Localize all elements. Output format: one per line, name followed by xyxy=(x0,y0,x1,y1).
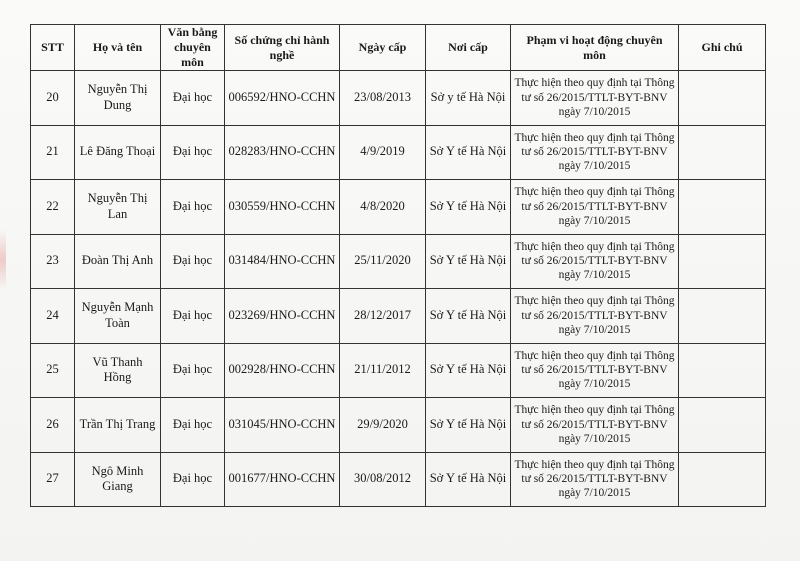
table-row xyxy=(31,343,766,398)
table-row xyxy=(31,398,766,453)
cell-scope: Thực hiện theo quy định tại Thông tư số 26/2015/TTLT-BYT-BNV ngày 7/10/2015 xyxy=(511,452,679,507)
header-stt: STT xyxy=(31,25,75,71)
cell-name: Nguyễn Thị Lan xyxy=(75,180,161,235)
cell-stt: 27 xyxy=(31,452,75,507)
cell-issue-date: 28/12/2017 xyxy=(340,289,426,344)
cell-stt: 26 xyxy=(31,398,75,453)
cell-degree: Đại học xyxy=(161,398,225,453)
header-date: Ngày cấp xyxy=(340,25,426,71)
cell-scope: Thực hiện theo quy định tại Thông tư số 26/2015/TTLT-BYT-BNV ngày 7/10/2015 xyxy=(511,234,679,289)
cell-stt: 23 xyxy=(31,234,75,289)
cell-name: Lê Đăng Thoại xyxy=(75,125,161,180)
cell-issue-date: 23/08/2013 xyxy=(340,71,426,126)
cell-cert-number: 023269/HNO-CCHN xyxy=(225,289,340,344)
header-note: Ghi chú xyxy=(679,25,766,71)
cell-issue-date: 4/9/2019 xyxy=(340,125,426,180)
cell-issue-date: 4/8/2020 xyxy=(340,180,426,235)
header-cert: Số chứng chỉ hành nghề xyxy=(225,25,340,71)
cell-issuing-place: Sở y tế Hà Nội xyxy=(426,71,511,126)
cell-cert-number: 030559/HNO-CCHN xyxy=(225,180,340,235)
cell-stt: 20 xyxy=(31,71,75,126)
cell-stt: 22 xyxy=(31,180,75,235)
cell-issuing-place: Sở Y tế Hà Nội xyxy=(426,343,511,398)
table-header-row xyxy=(31,25,766,71)
header-scope: Phạm vi hoạt động chuyên môn xyxy=(511,25,679,71)
cell-note xyxy=(679,180,766,235)
cell-cert-number: 031045/HNO-CCHN xyxy=(225,398,340,453)
scan-stamp-edge xyxy=(0,230,6,290)
cell-issue-date: 21/11/2012 xyxy=(340,343,426,398)
cell-cert-number: 006592/HNO-CCHN xyxy=(225,71,340,126)
table-row xyxy=(31,289,766,344)
header-place: Nơi cấp xyxy=(426,25,511,71)
cell-name: Ngô Minh Giang xyxy=(75,452,161,507)
table-row xyxy=(31,234,766,289)
table-row xyxy=(31,71,766,126)
staff-table xyxy=(30,24,766,507)
cell-scope: Thực hiện theo quy định tại Thông tư số 26/2015/TTLT-BYT-BNV ngày 7/10/2015 xyxy=(511,289,679,344)
cell-scope: Thực hiện theo quy định tại Thông tư số 26/2015/TTLT-BYT-BNV ngày 7/10/2015 xyxy=(511,398,679,453)
cell-degree: Đại học xyxy=(161,234,225,289)
cell-name: Nguyễn Thị Dung xyxy=(75,71,161,126)
cell-issuing-place: Sở Y tế Hà Nội xyxy=(426,398,511,453)
cell-note xyxy=(679,125,766,180)
cell-name: Đoàn Thị Anh xyxy=(75,234,161,289)
cell-stt: 21 xyxy=(31,125,75,180)
cell-issuing-place: Sở Y tế Hà Nội xyxy=(426,180,511,235)
cell-note xyxy=(679,71,766,126)
cell-name: Nguyễn Mạnh Toàn xyxy=(75,289,161,344)
cell-degree: Đại học xyxy=(161,289,225,344)
cell-note xyxy=(679,234,766,289)
cell-issuing-place: Sở Y tế Hà Nội xyxy=(426,289,511,344)
cell-scope: Thực hiện theo quy định tại Thông tư số 26/2015/TTLT-BYT-BNV ngày 7/10/2015 xyxy=(511,343,679,398)
cell-note xyxy=(679,289,766,344)
table-row xyxy=(31,452,766,507)
cell-note xyxy=(679,343,766,398)
cell-issuing-place: Sở Y tế Hà Nội xyxy=(426,125,511,180)
table-row xyxy=(31,180,766,235)
cell-cert-number: 031484/HNO-CCHN xyxy=(225,234,340,289)
cell-name: Vũ Thanh Hồng xyxy=(75,343,161,398)
cell-scope: Thực hiện theo quy định tại Thông tư số 26/2015/TTLT-BYT-BNV ngày 7/10/2015 xyxy=(511,71,679,126)
cell-cert-number: 002928/HNO-CCHN xyxy=(225,343,340,398)
table-row xyxy=(31,125,766,180)
cell-degree: Đại học xyxy=(161,452,225,507)
header-degree: Văn bằng chuyên môn xyxy=(161,25,225,71)
header-name: Họ và tên xyxy=(75,25,161,71)
cell-degree: Đại học xyxy=(161,180,225,235)
cell-degree: Đại học xyxy=(161,343,225,398)
cell-stt: 24 xyxy=(31,289,75,344)
cell-cert-number: 028283/HNO-CCHN xyxy=(225,125,340,180)
cell-issuing-place: Sở Y tế Hà Nội xyxy=(426,234,511,289)
cell-stt: 25 xyxy=(31,343,75,398)
cell-issue-date: 25/11/2020 xyxy=(340,234,426,289)
cell-name: Trần Thị Trang xyxy=(75,398,161,453)
cell-note xyxy=(679,398,766,453)
cell-degree: Đại học xyxy=(161,71,225,126)
cell-scope: Thực hiện theo quy định tại Thông tư số 26/2015/TTLT-BYT-BNV ngày 7/10/2015 xyxy=(511,180,679,235)
cell-cert-number: 001677/HNO-CCHN xyxy=(225,452,340,507)
cell-issue-date: 29/9/2020 xyxy=(340,398,426,453)
cell-issue-date: 30/08/2012 xyxy=(340,452,426,507)
cell-scope: Thực hiện theo quy định tại Thông tư số 26/2015/TTLT-BYT-BNV ngày 7/10/2015 xyxy=(511,125,679,180)
cell-issuing-place: Sở Y tế Hà Nội xyxy=(426,452,511,507)
cell-degree: Đại học xyxy=(161,125,225,180)
cell-note xyxy=(679,452,766,507)
